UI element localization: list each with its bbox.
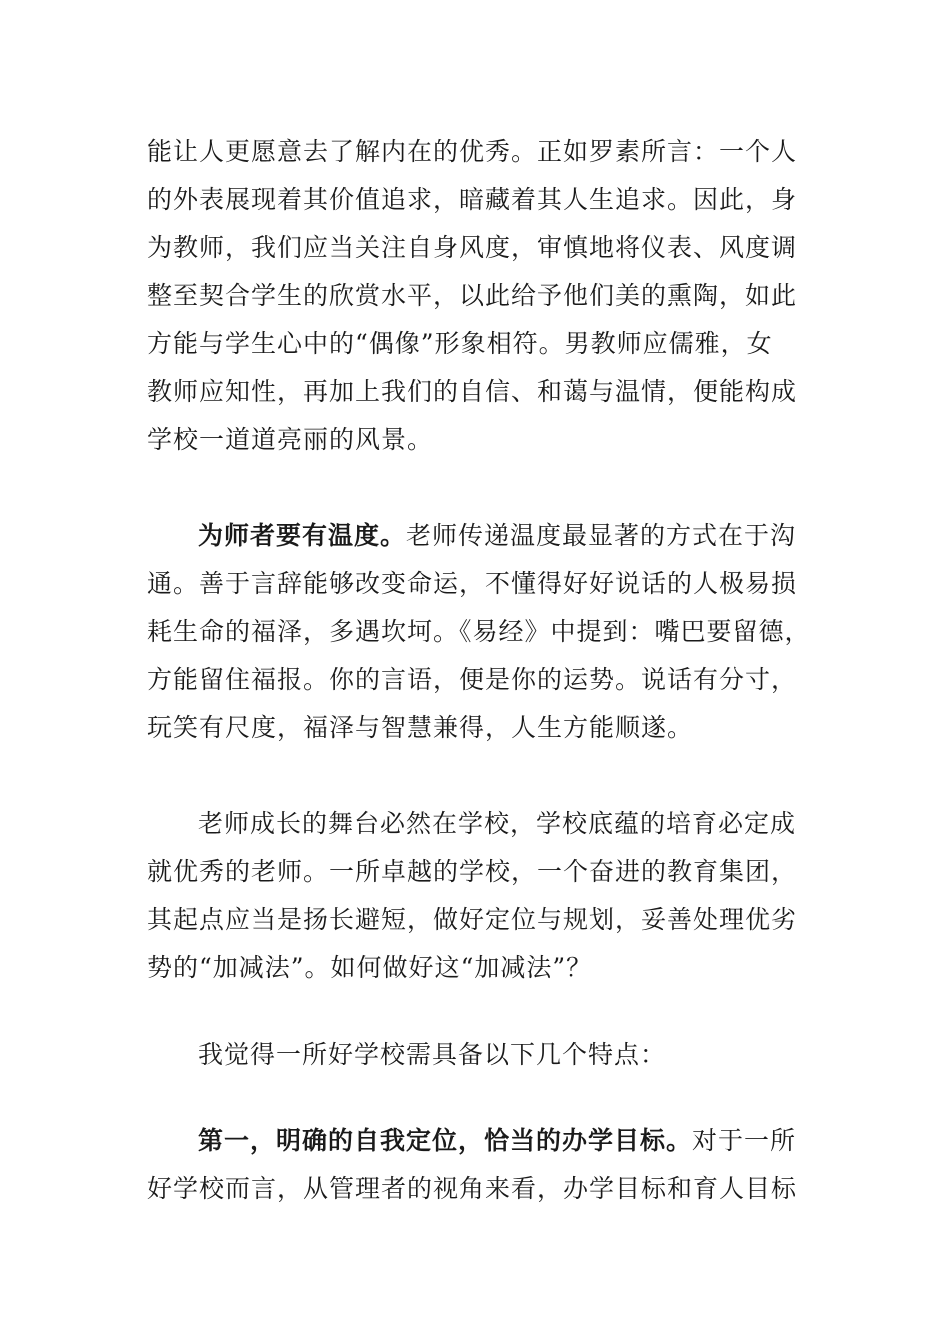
paragraph-appearance xyxy=(147,128,797,464)
text-line: 好学校而言，从管理者的视角来看，办学目标和育人目标 xyxy=(147,1174,798,1203)
paragraph-first-point xyxy=(147,1117,797,1213)
text-line: 通。善于言辞能够改变命运，不懂得好好说话的人极易损 xyxy=(147,569,798,598)
paragraph-heading: 第一，明确的自我定位，恰当的办学目标。 xyxy=(198,1126,693,1155)
text-line: 方能留住福报。你的言语，便是你的运势。说话有分寸， xyxy=(147,665,798,694)
text-line: 势的“加减法”。如何做好这“加减法”？ xyxy=(147,953,593,982)
text-line: 就优秀的老师。一所卓越的学校，一个奋进的教育集团， xyxy=(147,857,798,886)
text-line: 学校一道道亮丽的风景。 xyxy=(147,425,434,454)
text-line xyxy=(147,1117,797,1165)
text-run: 老师传递温度最显著的方式在于沟 xyxy=(406,521,797,550)
text-line: 的外表展现着其价值追求，暗藏着其人生追求。因此，身 xyxy=(147,185,798,214)
paragraph-school-stage xyxy=(147,800,797,992)
paragraph-features-intro xyxy=(147,1031,797,1079)
text-line: 其起点应当是扬长避短，做好定位与规划，妥善处理优劣 xyxy=(147,905,798,934)
paragraph-heading: 为师者要有温度。 xyxy=(198,521,407,550)
text-line: 教师应知性，再加上我们的自信、和蔼与温情，便能构成 xyxy=(147,377,798,406)
text-line xyxy=(147,512,797,560)
paragraph-warmth xyxy=(147,512,811,752)
text-line: 为教师，我们应当关注自身风度，审慎地将仪表、风度调 xyxy=(147,233,798,262)
text-line: 整至契合学生的欣赏水平，以此给予他们美的熏陶，如此 xyxy=(147,281,798,310)
text-line: 老师成长的舞台必然在学校，学校底蕴的培育必定成 xyxy=(198,809,797,838)
text-line: 玩笑有尺度，福泽与智慧兼得，人生方能顺遂。 xyxy=(147,713,694,742)
text-line: 方能与学生心中的“偶像”形象相符。男教师应儒雅，女 xyxy=(147,329,773,358)
text-line: 耗生命的福泽，多遇坎坷。《易经》中提到：嘴巴要留德， xyxy=(147,617,811,646)
text-line: 能让人更愿意去了解内在的优秀。正如罗素所言：一个人 xyxy=(147,137,798,166)
text-run: 对于一所 xyxy=(692,1126,797,1155)
text-line: 我觉得一所好学校需具备以下几个特点： xyxy=(198,1040,667,1069)
